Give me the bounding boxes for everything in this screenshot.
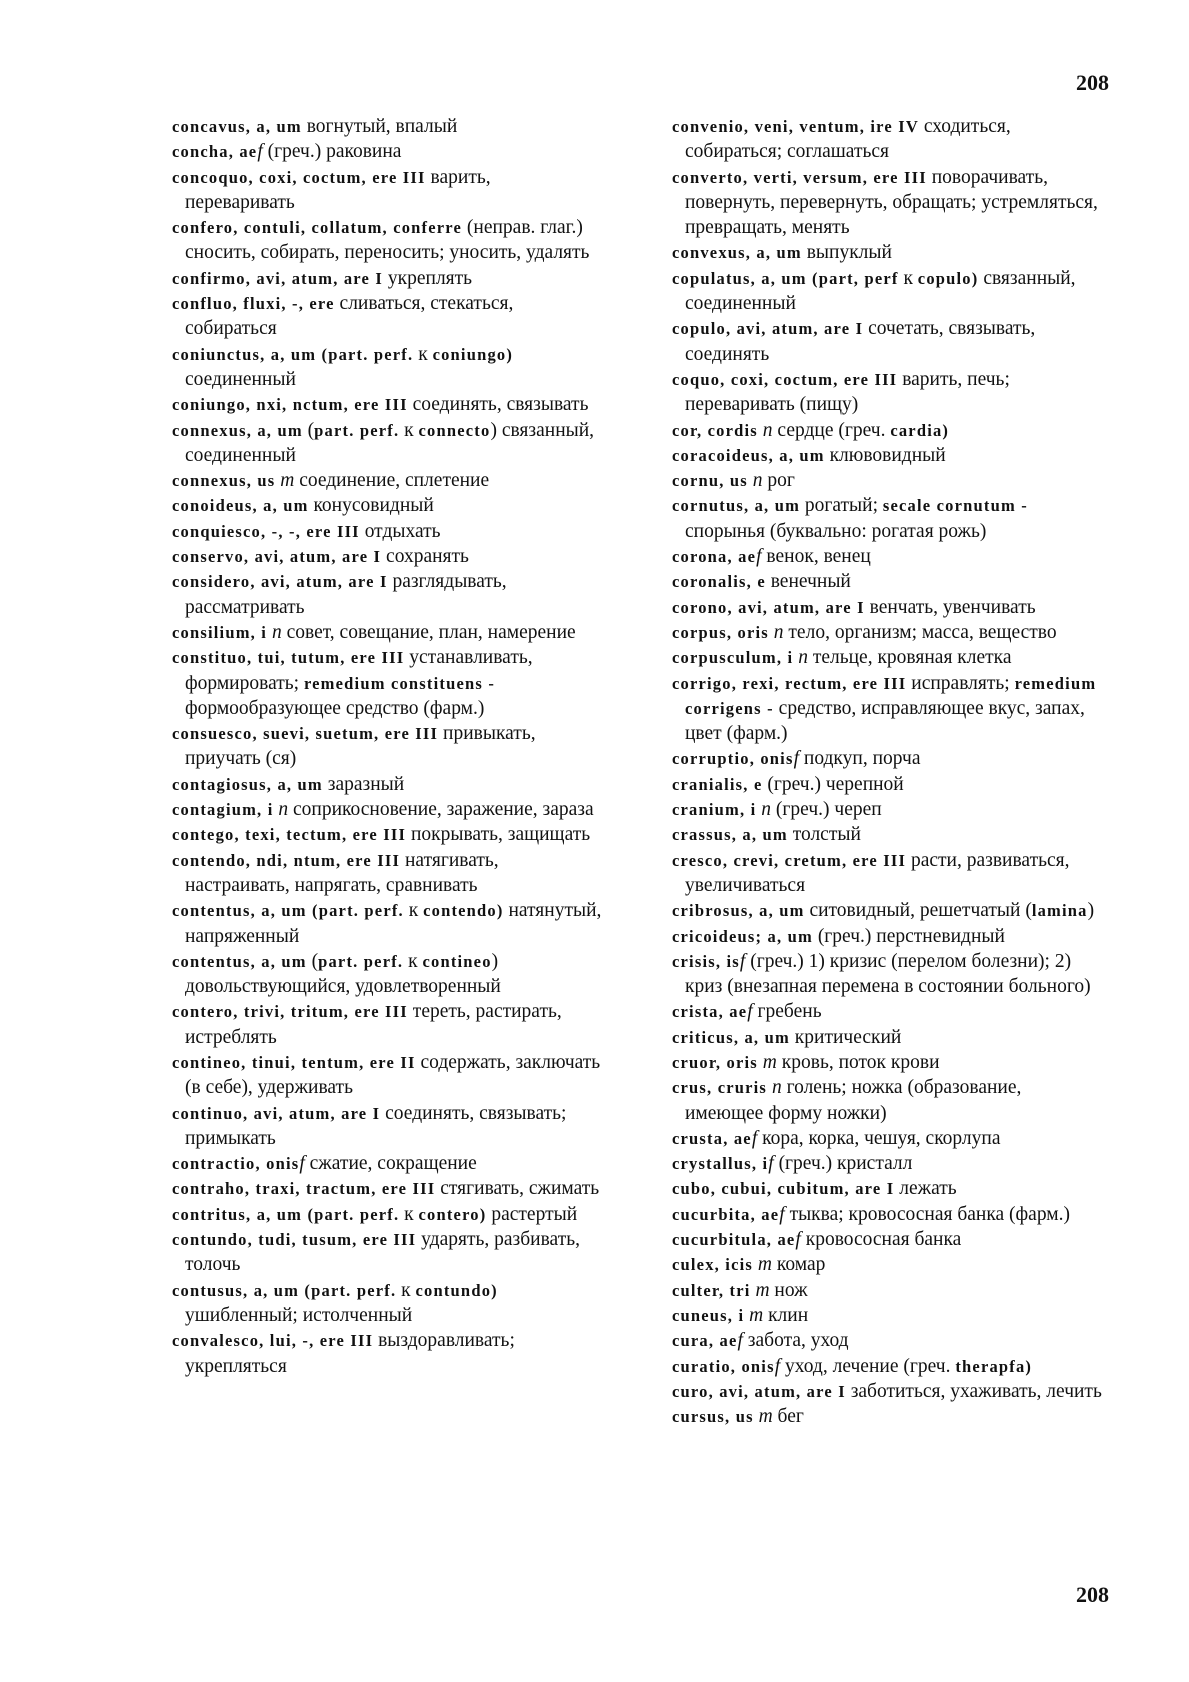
entry-text: вогнутый, впалый (301, 116, 458, 137)
entry-headword: cucurbitula, ae (672, 1230, 796, 1250)
entry-gender: f (756, 546, 762, 568)
dictionary-entry (672, 1278, 1102, 1303)
entry-text: стягивать, сжимать (435, 1178, 600, 1200)
dictionary-entry (172, 519, 602, 544)
entry-text: выздоравливать; укрепляться (185, 1330, 515, 1377)
entry-gender: n (761, 799, 772, 821)
entry-text: поворачивать, повернуть, перевернуть, обращать; устремляться, превращать, менять (685, 166, 1098, 239)
entry-headword: remedium corrigens - (685, 673, 1097, 718)
entry-gender: f (747, 1001, 753, 1023)
dictionary-entry (172, 569, 602, 620)
entry-gender: m (749, 1304, 764, 1326)
entry-headword: corpus, oris (672, 622, 769, 642)
entry-headword: contero, trivi, tritum, ere III (172, 1002, 408, 1022)
entry-gender: f (739, 950, 746, 972)
entry-gender: n (752, 470, 763, 492)
dictionary-entry (172, 215, 602, 266)
entry-text: варить, переваривать (185, 166, 491, 213)
entry-headword: culter, tri (672, 1280, 751, 1300)
entry-headword: criticus, a, um (672, 1027, 790, 1047)
entry-gender: m (755, 1279, 770, 1301)
entry-headword: coniungo) (432, 344, 514, 364)
dictionary-entry (672, 1252, 1102, 1277)
entry-text: формообразующее средство (фарм.) (185, 697, 485, 719)
dictionary-entry (172, 797, 602, 822)
entry-headword: continuo, avi, atum, are I (172, 1103, 381, 1123)
entry-headword: contritus, a, um (part. perf. (172, 1204, 400, 1224)
entry-gender: f (793, 748, 800, 770)
entry-text: сердце (греч. (772, 419, 891, 441)
entry-text: соприкосновение, заражение, зараза (288, 799, 594, 821)
entry-text: (греч.) череп (771, 799, 882, 821)
entry-text: ) довольствующийся, удовлетворенный (185, 950, 501, 998)
entry-headword: cursus, us (672, 1407, 754, 1427)
entry-gender: m (757, 1254, 772, 1276)
entry-headword: coniunctus, a, um (part. perf. (172, 344, 414, 364)
dictionary-entry (672, 797, 1102, 822)
entry-headword: coquo, coxi, coctum, ere III (672, 369, 898, 389)
dictionary-entry (172, 1101, 602, 1152)
dictionary-entry (172, 493, 602, 518)
entry-text: устанавливать, формировать; (185, 647, 533, 694)
dictionary-entry (672, 165, 1102, 241)
left-column (172, 114, 602, 1379)
entry-text: венечный (765, 571, 851, 593)
dictionary-entry (172, 139, 602, 164)
dictionary-entry (672, 266, 1102, 317)
entry-text: ударять, разбивать, толочь (185, 1229, 580, 1276)
entry-gender: n (762, 419, 773, 441)
entry-headword: part. perf. (318, 951, 404, 971)
entry-text: исправлять; (906, 672, 1015, 694)
entry-headword: contractio, onis (172, 1154, 300, 1174)
entry-text: к (413, 343, 433, 365)
entry-text: соединение, сплетение (294, 470, 490, 492)
entry-gender: n (773, 621, 784, 643)
entry-headword: contineo (422, 951, 492, 971)
dictionary-entry (172, 266, 602, 291)
entry-gender: m (280, 470, 295, 492)
entry-headword: conoideus, a, um (172, 496, 309, 516)
dictionary-entry (672, 493, 1102, 544)
entry-headword: confero, contuli, collatum, conferre (172, 218, 463, 238)
dictionary-entry (172, 291, 602, 342)
entry-text: отдыхать (359, 520, 441, 542)
dictionary-entry (672, 1328, 1102, 1353)
dictionary-entry (172, 999, 602, 1050)
entry-text: к (396, 1279, 416, 1301)
entry-text: варить, печь; переваривать (пищу) (685, 368, 1010, 416)
entry-text: соединенный (185, 368, 296, 390)
entry-gender: n (278, 799, 289, 821)
entry-headword: contagium, i (172, 800, 274, 820)
entry-headword: contundo, tudi, tusum, ere III (172, 1230, 417, 1250)
dictionary-entry (672, 1176, 1102, 1201)
entry-text: бег (772, 1406, 804, 1428)
entry-text: соединять, связывать; примыкать (185, 1102, 567, 1149)
dictionary-entry (172, 1227, 602, 1278)
entry-text: лежать (894, 1178, 957, 1200)
entry-headword: consilium, i (172, 622, 268, 642)
entry-text: к (399, 1203, 419, 1225)
entry-headword: contundo) (415, 1280, 498, 1300)
entry-headword: corona, ae (672, 547, 757, 567)
dictionary-entry (172, 1328, 602, 1379)
entry-headword: cresco, crevi, cretum, ere III (672, 850, 907, 870)
entry-text: к (898, 267, 918, 289)
entry-headword: cranium, i (672, 800, 757, 820)
entry-headword: conquiesco, -, -, ere III (172, 521, 360, 541)
entry-text: гребень (752, 1001, 822, 1023)
entry-headword: lamina (1031, 901, 1088, 921)
dictionary-entry (172, 620, 602, 645)
entry-headword: copulo, avi, atum, are I (672, 319, 864, 339)
entry-headword: confluo, fluxi, -, ere (172, 294, 335, 314)
entry-text: заботиться, ухаживать, лечить (845, 1380, 1102, 1402)
entry-text: подкуп, порча (799, 748, 921, 770)
entry-text: венок, венец (761, 546, 871, 568)
entry-text: кора, корка, чешуя, скорлупа (757, 1127, 1001, 1149)
entry-text: нож (769, 1279, 808, 1301)
dictionary-entry (172, 1050, 602, 1101)
dictionary-entry (172, 848, 602, 899)
entry-headword: corono, avi, atum, are I (672, 597, 865, 617)
dictionary-entry (672, 1303, 1102, 1328)
entry-headword: cranialis, e (672, 774, 763, 794)
dictionary-entry (672, 949, 1102, 1000)
entry-headword: crassus, a, um (672, 825, 788, 845)
entry-headword: considero, avi, atum, are I (172, 572, 388, 592)
dictionary-entry (672, 1354, 1102, 1379)
dictionary-entry (672, 746, 1102, 771)
entry-gender: n (271, 621, 282, 643)
entry-headword: therapfa) (955, 1356, 1033, 1376)
entry-gender: f (299, 1153, 305, 1175)
dictionary-entry (672, 1050, 1102, 1075)
dictionary-entry (172, 114, 602, 139)
dictionary-entry (672, 1379, 1102, 1404)
entry-text: связанный, соединенный (685, 267, 1076, 315)
dictionary-entry (672, 671, 1102, 747)
entry-headword: connexus, a, um (172, 420, 303, 440)
entry-text: ( (306, 950, 319, 972)
entry-gender: n (798, 647, 808, 669)
entry-text: венчать, увенчивать (864, 596, 1036, 618)
entry-text: (греч.) черепной (762, 773, 904, 795)
dictionary-entry (672, 569, 1102, 594)
entry-headword: contagiosus, a, um (172, 774, 323, 794)
entry-text: соединять, связывать (407, 394, 589, 416)
entry-headword: contendo) (423, 901, 504, 921)
entry-headword: cardia) (890, 420, 950, 440)
dictionary-entry (672, 595, 1102, 620)
entry-text: ( (302, 419, 315, 441)
entry-headword: convenio, veni, ventum, ire IV (672, 117, 919, 136)
entry-text: покрывать, защищать (406, 824, 591, 846)
entry-text: (греч.) перстневидный (812, 925, 1005, 947)
dictionary-entry (672, 1151, 1102, 1176)
entry-headword: cucurbita, ae (672, 1204, 780, 1224)
dictionary-entry (172, 392, 602, 417)
dictionary-entry (672, 1404, 1102, 1429)
entry-text: тереть, растирать, истреблять (185, 1001, 562, 1048)
entry-text: конусовидный (308, 495, 434, 517)
entry-text: сжатие, сокращение (304, 1153, 477, 1175)
entry-text: комар (772, 1254, 826, 1276)
entry-text: заразный (322, 773, 405, 795)
dictionary-entry (172, 1176, 602, 1201)
entry-text: укреплять (383, 267, 473, 289)
entry-text: сливаться, стекаться, собираться (185, 293, 514, 340)
entry-headword: part. perf. (314, 420, 400, 440)
entry-text: забота, уход (742, 1330, 849, 1352)
dictionary-entry (672, 645, 1102, 670)
dictionary-entry (672, 848, 1102, 899)
entry-headword: coracoideus, a, um (672, 445, 825, 465)
right-column (672, 114, 1102, 1429)
entry-text: совет, совещание, план, намерение (281, 621, 576, 643)
dictionary-entry (172, 1278, 602, 1329)
entry-headword: contego, texi, tectum, ere III (172, 825, 407, 845)
entry-text: сочетать, связывать, соединять (685, 318, 1036, 365)
entry-headword: cubo, cubui, cubitum, are I (672, 1179, 895, 1199)
entry-headword: crystallus, i (672, 1154, 769, 1174)
dictionary-entry (172, 544, 602, 569)
entry-headword: cruor, oris (672, 1052, 758, 1072)
dictionary-entry (172, 165, 602, 216)
dictionary-entry (172, 721, 602, 772)
entry-headword: coronalis, e (672, 572, 766, 592)
entry-text: привыкать, приучать (ся) (185, 723, 536, 770)
dictionary-entry (672, 240, 1102, 265)
dictionary-entry (172, 949, 602, 1000)
entry-text: к (399, 419, 419, 441)
entry-text: ) связанный, соединенный (185, 419, 595, 466)
entry-headword: connecto (418, 420, 491, 440)
entry-gender: f (779, 1203, 785, 1225)
entry-headword: concoquo, coxi, coctum, ere III (172, 167, 426, 187)
entry-text: (греч.) раковина (262, 141, 402, 163)
dictionary-entry (172, 1151, 602, 1176)
entry-text: тело, организм; масса, вещество (783, 621, 1057, 643)
entry-headword: contendo, ndi, ntum, ere III (172, 850, 401, 870)
dictionary-entry (172, 342, 602, 393)
entry-text: ) (1087, 900, 1095, 922)
entry-gender: f (737, 1330, 743, 1352)
entry-headword: crista, ae (672, 1002, 748, 1022)
entry-headword: concavus, a, um (172, 117, 302, 136)
entry-text: натянутый, напряженный (185, 900, 602, 947)
dictionary-entry (672, 999, 1102, 1024)
entry-gender: m (758, 1406, 773, 1428)
entry-headword: cor, cordis (672, 420, 758, 440)
entry-text: клювовидный (824, 444, 946, 466)
dictionary-entry (172, 822, 602, 847)
entry-gender: f (257, 141, 263, 163)
entry-headword: constituo, tui, tutum, ere III (172, 648, 405, 668)
dictionary-entry (672, 924, 1102, 949)
entry-text: кровососная банка (800, 1229, 962, 1251)
dictionary-entry (672, 822, 1102, 847)
entry-headword: corpusculum, i (672, 648, 794, 668)
dictionary-entry (672, 620, 1102, 645)
entry-headword: curo, avi, atum, are I (672, 1381, 846, 1401)
entry-gender: f (795, 1229, 801, 1251)
entry-text: (неправ. глаг.) сносить, собирать, переносить; уносить, удалять (185, 217, 590, 264)
entry-headword: consuesco, suevi, suetum, ere III (172, 724, 439, 744)
entry-gender: m (762, 1051, 777, 1073)
entry-headword: convexus, a, um (672, 243, 802, 263)
entry-headword: cricoideus; a, um (672, 926, 813, 946)
entry-headword: confirmo, avi, atum, are I (172, 268, 383, 288)
dictionary-entry (672, 1227, 1102, 1252)
dictionary-entry (172, 468, 602, 493)
entry-text: спорынья (буквально: рогатая рожь) (685, 520, 987, 542)
entry-headword: contusus, a, um (part. perf. (172, 1280, 397, 1300)
dictionary-entry (672, 316, 1102, 367)
entry-headword: crusta, ae (672, 1128, 752, 1148)
entry-headword: coniungo, nxi, nctum, ere III (172, 395, 408, 415)
dictionary-entry (672, 1025, 1102, 1050)
dictionary-entry (172, 645, 602, 721)
entry-headword: connexus, us (172, 471, 276, 491)
dictionary-entry (672, 1075, 1102, 1126)
dictionary-entry (672, 114, 1102, 165)
entry-text: содержать, заключать (в себе), удерживать (185, 1051, 601, 1099)
entry-text: кровь, поток крови (776, 1051, 940, 1073)
entry-headword: remedium constituens - (303, 673, 496, 693)
entry-headword: secale cornutum - (882, 496, 1028, 516)
entry-text: средство, исправляющее вкус, запах, цвет (фарм.) (685, 697, 1085, 745)
entry-gender: n (771, 1077, 782, 1099)
entry-headword: cornutus, a, um (672, 496, 801, 516)
entry-text: ушибленный; истолченный (185, 1304, 413, 1326)
dictionary-entry (672, 418, 1102, 443)
entry-text: расти, развиваться, увеличиваться (685, 849, 1070, 896)
entry-headword: cornu, us (672, 471, 748, 491)
entry-text: толстый (787, 824, 861, 846)
entry-text: ситовидный, решетчатый ( (804, 900, 1032, 922)
entry-headword: corruptio, onis (672, 749, 794, 769)
entry-text: натягивать, настраивать, напрягать, сравнивать (185, 849, 499, 896)
dictionary-entry (172, 1202, 602, 1227)
dictionary-entry (172, 418, 602, 469)
entry-text: выпуклый (801, 242, 892, 264)
entry-headword: corrigo, rexi, rectum, ere III (672, 673, 907, 693)
entry-headword: contentus, a, um (part. perf. (172, 901, 404, 921)
dictionary-entry (672, 772, 1102, 797)
dictionary-entry (172, 898, 602, 949)
entry-headword: contineo, tinui, tentum, ere II (172, 1052, 416, 1072)
entry-text: сохранять (381, 546, 469, 568)
page-number-top: 208 (1076, 70, 1109, 95)
dictionary-entry (672, 1202, 1102, 1227)
entry-text: критический (789, 1026, 902, 1048)
entry-headword: curatio, onis (672, 1356, 775, 1376)
entry-text: клин (763, 1304, 809, 1326)
page-number-bottom: 208 (1076, 1582, 1109, 1607)
entry-headword: convalesco, lui, -, ere III (172, 1331, 374, 1351)
entry-headword: contero) (418, 1204, 487, 1224)
entry-text: к (403, 900, 424, 922)
entry-headword: conservo, avi, atum, are I (172, 547, 382, 567)
entry-text: тельце, кровяная клетка (807, 647, 1012, 669)
dictionary-entry (672, 468, 1102, 493)
dictionary-entry (672, 443, 1102, 468)
entry-text: разглядывать, рассматривать (185, 571, 507, 618)
entry-headword: crisis, is (672, 951, 740, 971)
entry-headword: cura, ae (672, 1331, 738, 1351)
entry-text: (греч.) кристалл (773, 1153, 913, 1175)
entry-text: голень; ножка (образование, имеющее форму ножки) (685, 1077, 1022, 1124)
entry-headword: cuneus, i (672, 1305, 745, 1325)
entry-text: к (403, 950, 423, 972)
entry-headword: culex, icis (672, 1255, 754, 1275)
entry-gender: f (751, 1127, 758, 1149)
entry-headword: copulo) (917, 268, 979, 288)
entry-text: (греч.) 1) кризис (перелом болезни); 2) криз (внезапная перемена в состоянии больного) (685, 950, 1091, 998)
entry-headword: contraho, traxi, tractum, ere III (172, 1179, 436, 1199)
dictionary-entry (672, 1126, 1102, 1151)
entry-text: рогатый; (800, 495, 883, 517)
dictionary-entry (172, 772, 602, 797)
entry-text: рог (762, 470, 795, 492)
entry-text: уход, лечение (греч. (780, 1355, 956, 1377)
entry-headword: converto, verti, versum, ere III (672, 167, 927, 187)
entry-text: тыква; кровососная банка (фарм.) (784, 1203, 1070, 1225)
dictionary-entry (672, 544, 1102, 569)
entry-headword: contentus, a, um (172, 951, 307, 971)
entry-text: растертый (486, 1203, 578, 1225)
entry-headword: concha, ae (172, 142, 258, 162)
entry-gender: f (768, 1153, 774, 1175)
entry-headword: crus, cruris (672, 1078, 768, 1098)
entry-headword: copulatus, a, um (part, perf (672, 268, 899, 288)
dictionary-entry (672, 898, 1102, 923)
entry-text: сходиться, собираться; соглашаться (685, 116, 1011, 163)
entry-gender: f (774, 1355, 781, 1377)
dictionary-entry (672, 367, 1102, 418)
entry-headword: cribrosus, a, um (672, 901, 805, 921)
